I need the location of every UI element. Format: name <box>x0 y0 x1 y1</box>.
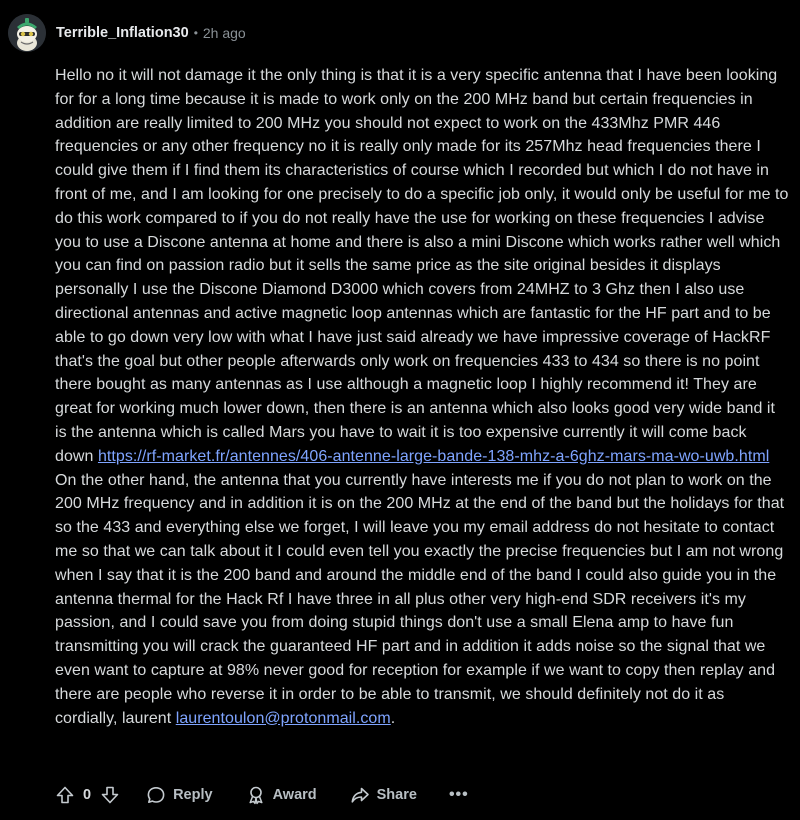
downvote-button[interactable] <box>100 785 120 805</box>
award-ribbon-icon <box>246 785 266 805</box>
comment-text-end: . <box>390 709 396 727</box>
vote-group <box>55 785 120 805</box>
email-link[interactable]: laurentoulon@protonmail.com <box>175 709 391 727</box>
comment-action-bar <box>55 780 469 810</box>
upvote-button[interactable] <box>55 785 75 805</box>
share-label: Share <box>376 787 417 803</box>
share-arrow-icon <box>350 785 370 805</box>
comment-body <box>55 64 789 730</box>
reply-button[interactable] <box>146 785 213 805</box>
meta-separator: • <box>193 26 198 40</box>
snoo-avatar-icon <box>8 14 46 52</box>
more-options-icon: ••• <box>448 786 469 803</box>
comment-timestamp[interactable]: 2h ago <box>202 25 246 41</box>
comment-text-part1: Hello no it will not damage it the only thing is that it is a very specific antenna that I have been looking for for a long time because it is made to work only on the 200 MHz band but certain frequencies in addition are really limited to 200 MHz you should not expect to work on the 433Mhz PMR 446 frequencies or any other frequency no it is really only made for its 257Mhz head frequencies there I could give them if I find them its characteristics of course which I recorded but which I do not have in front of me, and I am looking for one precisely to do a specific job only, it would only be useful for me to do this work compared to if you do not really have the use for working on these frequencies I advise you to use a Discone antenna at home and there is also a mini Discone which works rather well which you can find on passion radio but it sells the same price as the site original besides it displays personally I use the Discone Diamond D3000 which covers from 24MHZ to 3 Ghz then I also use directional antennas and active magnetic loop antennas which are fantastic for the HF part and to be able to go down very low with what I have just said already we have impressive coverage of HackRF that's the goal but other people afterwards only work on frequencies 433 to 434 so there is no point there bought as many antennas as I use although a magnetic loop I highly recommend it! They are great for working much lower down, then there is an antenna which also looks good very wide band it is the antenna which is called Mars you have to wait it is too expensive currently it will come back down <box>55 67 789 465</box>
user-avatar[interactable] <box>8 14 46 52</box>
comment-author[interactable]: Terrible_Inflation30 <box>56 25 189 41</box>
downvote-arrow-icon <box>100 785 120 805</box>
upvote-arrow-icon <box>55 785 75 805</box>
award-label: Award <box>272 787 317 803</box>
award-button[interactable] <box>246 785 317 805</box>
comment-text-part2: On the other hand, the antenna that you currently have interests me if you do not plan to work on the 200 MHz frequency and in addition it is on the 200 MHz at the end of the band but the holidays for that so the 433 and everything else we forget, I will leave you my email address do not hesitate to contact me so that we can talk about it I could even tell you exactly the precise frequencies but I am not wrong when I say that it is the 200 band and around the middle end of the band I could also guide you in the antenna thermal for the Hack Rf I have three in all plus other very high-end SDR receivers it's my passion, and I could save you from doing stupid things don't use a small Elena amp to have fun transmitting you will crack the guaranteed HF part and in addition it adds noise so the signal that we even want to capture at 98% never good for reception for example if we want to copy then replay and there are people who reverse it in order to be able to transmit, we should definitely not do it as cordially, laurent <box>55 471 785 727</box>
more-options-button[interactable] <box>449 786 469 804</box>
reply-label: Reply <box>173 787 213 803</box>
share-button[interactable] <box>350 785 417 805</box>
vote-score: 0 <box>83 787 92 803</box>
speech-bubble-icon <box>146 785 166 805</box>
rf-market-link[interactable]: https://rf-market.fr/antennes/406-antenne-large-bande-138-mhz-a-6ghz-mars-ma-wo-uwb.html <box>97 447 770 465</box>
comment-header <box>8 12 246 54</box>
